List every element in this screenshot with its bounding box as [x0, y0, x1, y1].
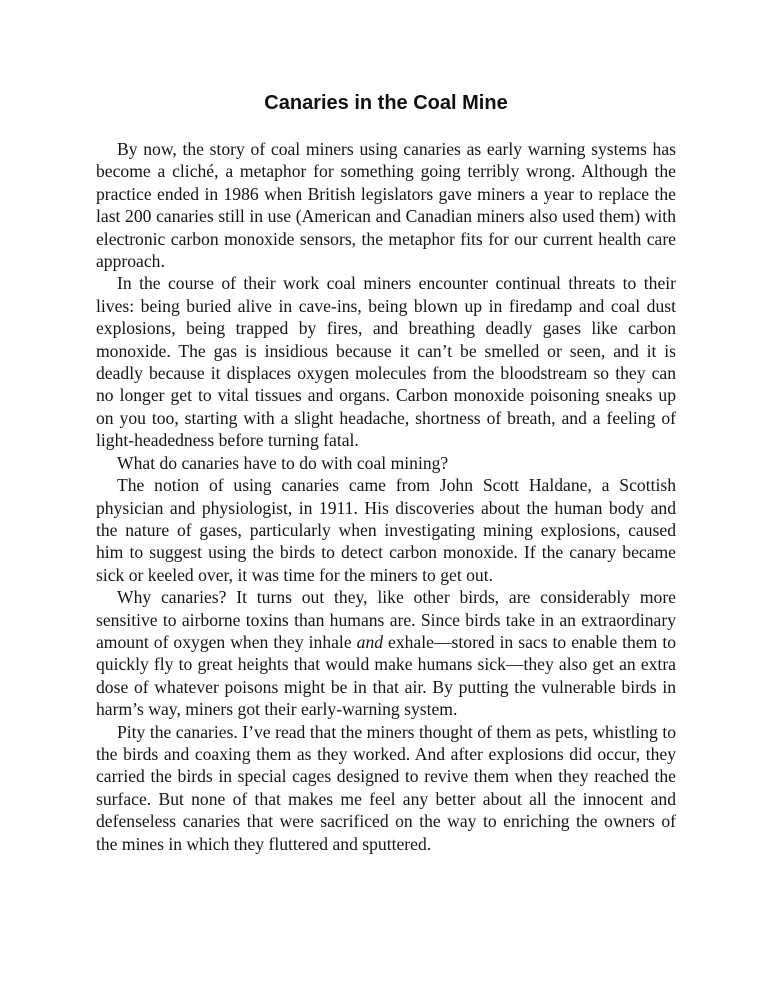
paragraph: [96, 272, 676, 451]
body-text: [96, 138, 676, 855]
paragraph-text: The notion of using canaries came from John Scott Haldane, a Scottish physician and physiologist, in 1911. His discoveries about the human body and the nature of gases, particularly when investigating mining explosions, caused him to suggest using the birds to detect carbon monoxide. If the canary became sick or keeled over, it was time for the miners to get out.: [96, 475, 676, 585]
paragraph-text: In the course of their work coal miners encounter continual threats to their lives: being buried alive in cave-ins, being blown up in firedamp and coal dust explosions, being trapped by fires, and breathing deadly gases like carbon monoxide. The gas is insidious because it can’t be smelled or seen, and it is deadly because it displaces oxygen molecules from the bloodstream so they can no longer get to vital tissues and organs. Carbon monoxide poisoning sneaks up on you too, starting with a slight headache, shortness of breath, and a feeling of light-headedness before turning fatal.: [96, 273, 676, 451]
paragraph: [96, 138, 676, 272]
page-title: Canaries in the Coal Mine: [264, 92, 508, 114]
paragraph: [96, 452, 676, 474]
paragraph-text: What do canaries have to do with coal mining?: [117, 452, 449, 473]
paragraph-text: exhale—stored in sacs to enable them to quickly fly to great heights that would make humans sick—they also get an extra dose of whatever poisons might be in that air. By putting the vulnerable birds in harm’s way, miners got their early-warning system.: [96, 631, 677, 720]
paragraph-text: By now, the story of coal miners using canaries as early warning systems has become a cliché, a metaphor for something going terribly wrong. Although the practice ended in 1986 when British legislators gave miners a year to replace the last 200 canaries still in use (American and Canadian miners also used them) with electronic carbon monoxide sensors, the metaphor fits for our current health care approach.: [96, 139, 676, 272]
paragraph: [96, 586, 676, 720]
paragraph: [96, 474, 676, 586]
emphasized-text: and: [356, 631, 384, 652]
paragraph: [96, 721, 676, 855]
paragraph-text: Pity the canaries. I’ve read that the miners thought of them as pets, whistling to the birds and coaxing them as they worked. And after explosions did occur, they carried the birds in special cages designed to revive them when they reached the surface. But none of that makes me feel any better about all the innocent and defenseless canaries that were sacrificed on the way to enriching the owners of the mines in which they fluttered and sputtered.: [96, 721, 676, 854]
paragraph-text: Why canaries? It turns out they, like other birds, are considerably more sensitive to airborne toxins than humans are. Since birds take in an extraordinary amount of oxygen when they inhale: [96, 587, 676, 652]
